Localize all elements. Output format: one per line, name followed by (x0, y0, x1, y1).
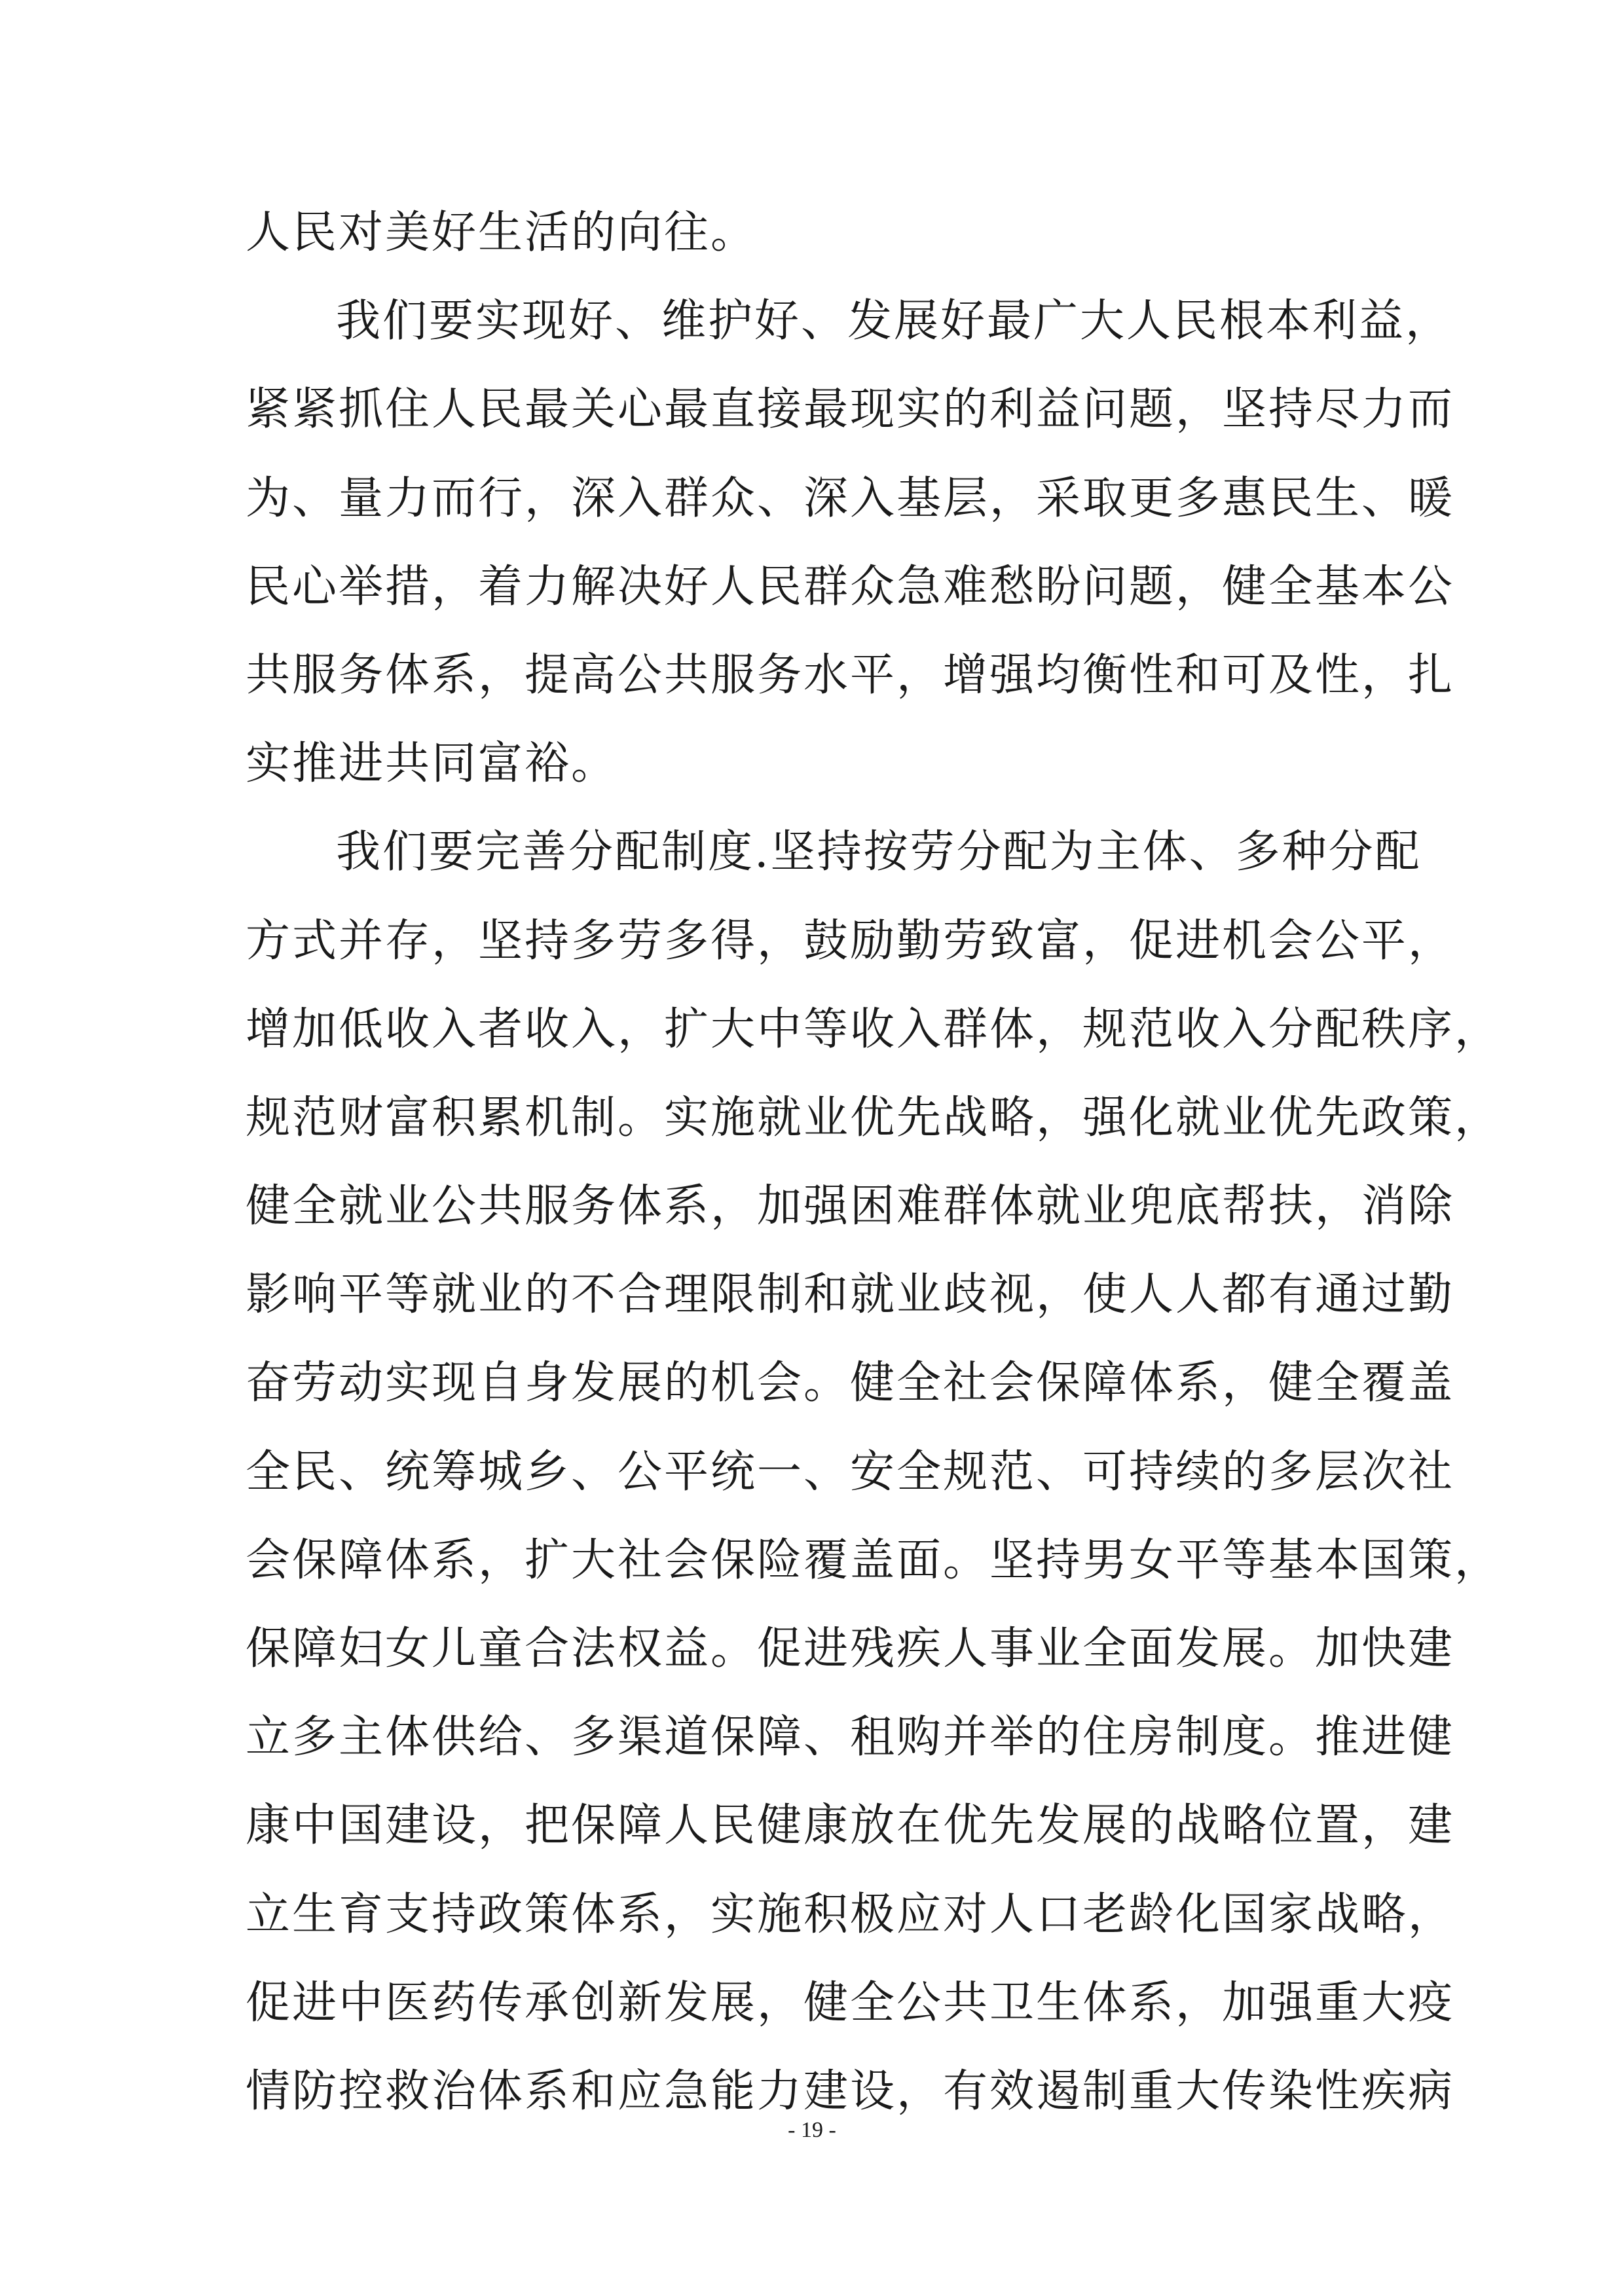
text-line: 奋劳动实现自身发展的机会。健全社会保障体系，健全覆盖 (246, 1357, 1455, 1410)
text-line: 增加低收入者收入，扩大中等收入群体，规范收入分配秩序， (246, 1003, 1502, 1055)
text-line: 保障妇女儿童合法权益。促进残疾人事业全面发展。加快建 (246, 1623, 1455, 1675)
text-line: 立多主体供给、多渠道保障、租购并举的住房制度。推进健 (246, 1711, 1455, 1764)
text-line: 立生育支持政策体系，实施积极应对人口老龄化国家战略， (246, 1888, 1455, 1941)
text-line: 人民对美好生活的向往。 (246, 207, 758, 259)
text-line: 康中国建设，把保障人民健康放在优先发展的战略位置，建 (246, 1800, 1455, 1852)
text-line: 实推进共同富裕。 (246, 738, 618, 790)
text-line: 紧紧抓住人民最关心最直接最现实的利益问题，坚持尽力而 (246, 384, 1455, 436)
text-line: 会保障体系，扩大社会保险覆盖面。坚持男女平等基本国策， (246, 1534, 1502, 1586)
text-line: 我们要实现好、维护好、发展好最广大人民根本利益， (336, 295, 1452, 348)
page-number: - 19 - (788, 2118, 836, 2142)
text-line: 影响平等就业的不合理限制和就业歧视，使人人都有通过勤 (246, 1269, 1455, 1321)
text-line: 情防控救治体系和应急能力建设，有效遏制重大传染性疾病 (246, 2065, 1455, 2117)
text-line: 方式并存，坚持多劳多得，鼓励勤劳致富，促进机会公平， (246, 915, 1455, 967)
text-line: 共服务体系，提高公共服务水平，增强均衡性和可及性，扎 (246, 649, 1455, 701)
text-line: 健全就业公共服务体系，加强困难群体就业兜底帮扶，消除 (246, 1180, 1455, 1233)
text-line: 为、量力而行，深入群众、深入基层，采取更多惠民生、暖 (246, 472, 1455, 524)
text-line: 全民、统筹城乡、公平统一、安全规范、可持续的多层次社 (246, 1446, 1455, 1498)
text-line: 促进中医药传承创新发展，健全公共卫生体系，加强重大疫 (246, 1977, 1455, 2029)
text-line: 我们要完善分配制度.坚持按劳分配为主体、多种分配 (336, 826, 1422, 879)
text-line: 民心举措，着力解决好人民群众急难愁盼问题，健全基本公 (246, 560, 1455, 613)
text-line: 规范财富积累机制。实施就业优先战略，强化就业优先政策， (246, 1091, 1502, 1144)
body-text (246, 189, 1502, 2136)
